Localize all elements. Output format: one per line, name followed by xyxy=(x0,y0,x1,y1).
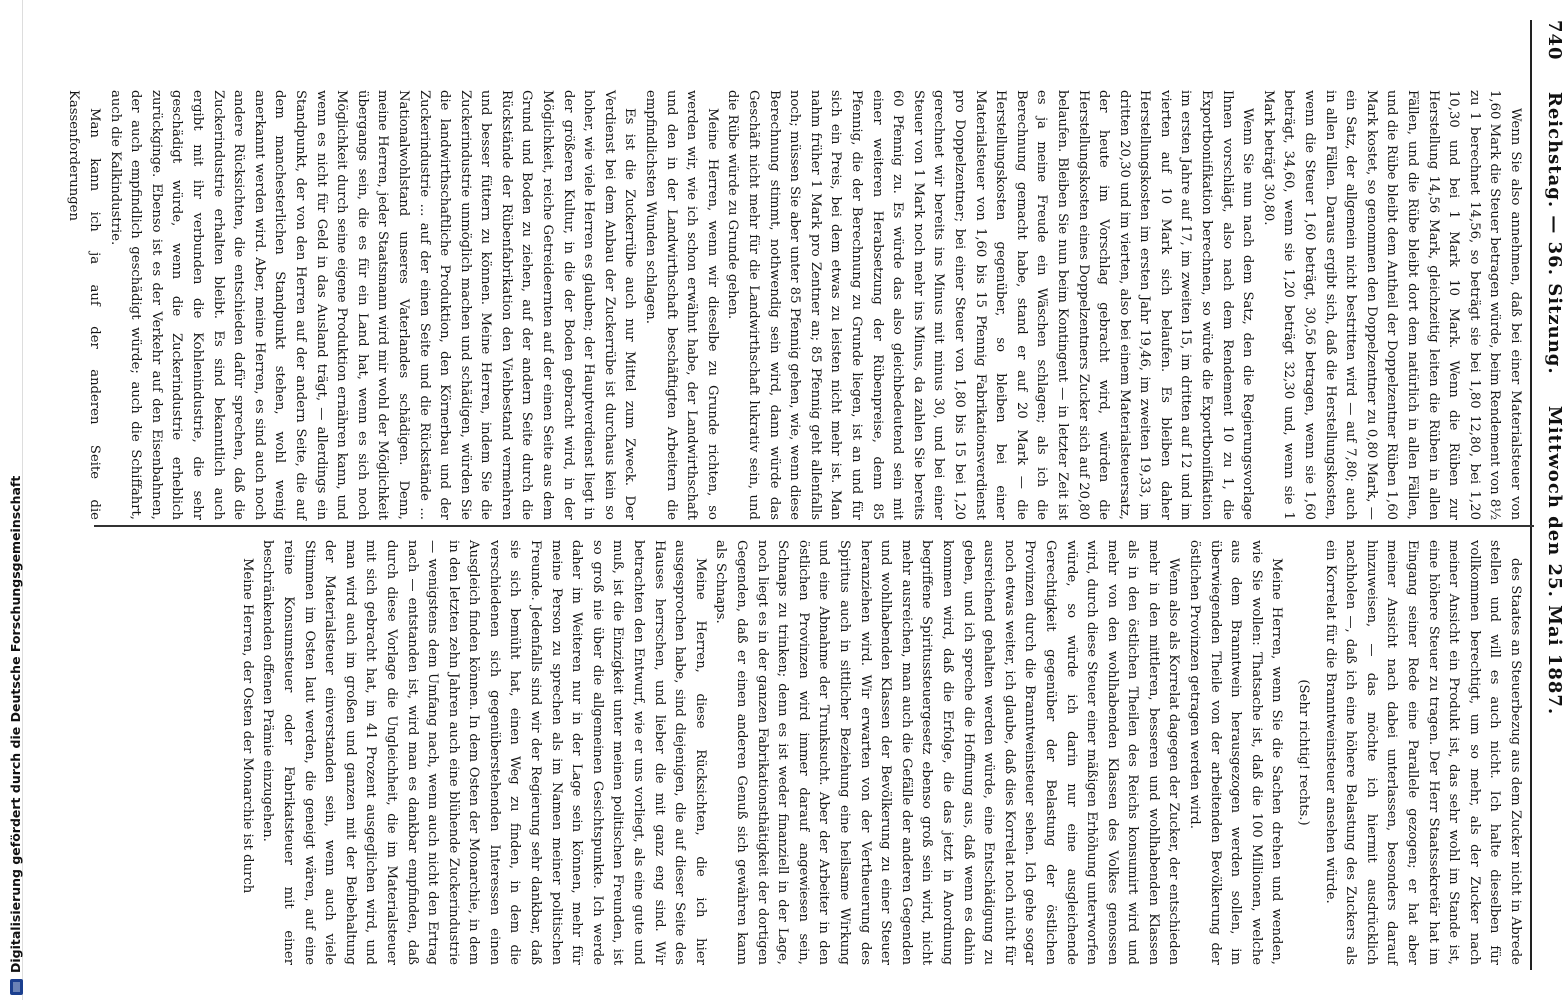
paragraph: Man kann ich ja auf der anderen Seite die Kassenforderungen xyxy=(66,90,103,520)
paragraph: des Staates an Steuerbezug aus dem Zucker nicht in Abrede stellen und will es auch nicht. Ich halte dieselben für vollkommen berechtigt, um so mehr, als der Zucker nach meiner Ansicht ein Produkt ist, das sehr wohl im Stande ist, eine höhere Steuer zu tragen. Der Herr Staatssekretär hat im Eingang seiner Rede eine Parallele gezogen; er hat aber meiner Ansicht nach dabei unterlassen, besonders darauf hinzuweisen, — das möchte ich hiermit ausdrücklich nachholen —, daß ich eine höhere Belastung des Zuckers als ein Korrelat für die Branntweinsteuer ansehen würde. xyxy=(1322,540,1523,965)
paragraph: Meine Herren, diese Rücksichten, die ich hier ausgesprochen habe, sind diejenigen, die auf dieser Seite des Hauses herrschen, und lieber die mit ganz eng sind. Wir betrachten den Entwurf, wie er uns vorliegt, als eine gute und muß, ist die Einzigkeit unter meinen politischen Freunden, ist so groß nie über die allgemeinen Gesichtspunkte. Ich werde daher im Weiteren nur in der Lage sein können, mehr für meine Person zu sprechen als im Namen meiner politischen Freunde. Jedenfalls sind wir der Regierung sehr dankbar, daß sie sich bemüht hat, einen Weg zu finden, in dem die verschiedenen sich gegenüberstehenden Interessen einen Ausgleich finden können. In dem Osten der Monarchie, in dem in den letzten zehn Jahren auch eine blühende Zuckerindustrie — wenigstens dem Umfang nach, wenn auch nicht den Ertrag nach — entstanden ist, wird man es dankbar empfinden, daß durch diese Vorlage die Ungleichheit, die im Materialsteuer mit sich gebracht hat, im 41 Prozent ausgeglichen wird, und man wird auch im großen und ganzen mit der Beibehaltung der Materialsteuer einverstanden sein, wenn auch viele Stimmen im Osten laut werden, die geneigt wären, auf eine reine Konsumsteuer oder Fabrikatsteuer mit einer beschränkenden offenen Prämie einzugehen. xyxy=(260,540,708,965)
header-rule xyxy=(1530,20,1532,970)
paragraph: Wenn Sie also annehmen, daß bei einer Materialsteuer von 1,60 Mark die Steuer betragen würde, beim Rendement von 8½ zu 1 berechnet 14,56, so beträgt sie bei 1,80 12,80, bei 1,20 10,30 und bei 1 Mark 10 Mark. Wenn die Rüben zur Herstellung 14,56 Mark, gleichzeitig leiten die Rüben in allen Fällen, und die Rübe bleibt dort dem natürlich in allen Fällen, und die Rübe bleibt dem Antheil der Doppelzentner Rüben 1,60 Mark kostet, so genommen den Doppelzentner zu 0,80 Mark, — ein Satz, der allgemein nicht bestritten wird — auf 7,80; auch in allen Fällen. Daraus ergibt sich, daß die Herstellungskosten, wenn die Steuer 1,60 beträgt, 30,56 betragen, wenn sie 1,60 beträgt, 34,60, wenn sie 1,20 beträgt 32,30 und, wenn sie 1 Mark beträgt 30,80. xyxy=(1260,90,1523,520)
digitization-credit xyxy=(8,5,23,995)
text-column-1 xyxy=(63,90,1525,520)
paragraph: Es ist die Zuckerrübe auch nur Mittel zum Zweck. Der Verdienst bei dem Anbau der Zuckerrübe ist durchaus kein so hoher, wie viele Herren es glauben; der Hauptverdienst liegt in der größeren Kultur, in die der Boden gebracht wird, in der Möglichkeit, reiche Getreideernten auf der einen Seite aus dem Grund und Boden zu ziehen, auf der andern Seite durch die Rückstände der Rübenfabrikation den Viehbestand vermehren und besser füttern zu können. Meine Herren, indem Sie die Zuckerindustrie unmöglich machen und schädigen, würden Sie die landwirthschaftliche Produktion, den Körnerbau und der Zuckerindustrie ... auf der einen Seite und die Rückstände ... Nationalwohlstand unseres Vaterlandes schädigen. Denn, meine Herren, jeder Staatsmann wird mir wohl der Möglichkeit übergangs sein, die es für ein Land hat, wenn es sich noch Möglichkeit durch seine eigene Produktion ernähren kann, und wenn es nicht für Geld in das Ausland trägt, — allerdings ein Standpunkt, der von den Herren auf der andern Seite, die auf dem manchesterlichen Standpunkt stehen, wohl wenig anerkannt werden wird. Aber, meine Herren, es sind auch noch andere Rücksichten, die entschieden dafür sprechen, daß die Zuckerindustrie erhalten bleibt. Es sind bekanntlich auch ergibt mit ihr verbunden die Kohlenindustrie, die sehr geschädigt würde, wenn die Zuckerindustrie erheblich zurückginge. Ebenso ist es der Verkehr auf den Eisenbahnen, der auch empfindlich geschädigt würde; auch die Schiffahrt, auch die Kalkindustrie. xyxy=(107,90,638,520)
paragraph: Wenn Sie nun nach dem Satz, den die Regierungsvorlage Ihnen vorschlägt, also nach dem Rendement 10 zu 1, die Exportbonifikation berechnen, so würde die Exportbonifikation im ersten Jahre auf 17, im zweiten 15, im dritten auf 12 und im vierten auf 10 Mark sich belaufen. Es bleiben daher Herstellungskosten im ersten Jahr 19,46, im zweiten 19,33, im dritten 20,30 und im vierten, also bei einem Materialsteuersatz, der heute im Vorschlag gebracht wird, würden die Herstellungskosten eines Doppelzentners Zucker sich auf 20,80 belaufen. Bleiben Sie nun beim Kontingent — in letzter Zeit ist es ja meine Freude ein Wäschen schlagen; als ich die Berechnung gemacht habe, stand er auf 20 Mark — die Herstellungskosten gegenüber, so bleiben bei einer Materialsteuer von 1,60 bis 15 Pfennig Fabrikationsverdienst pro Doppelzentner; bei einer Steuer von 1,80 bis 15 bei 1,20 gerechnet wir bereits ins Minus mit minus 30, und bei einer Steuer von 1 Mark noch mehr ins Minus, da zahlen Sie bereits 60 Pfennig zu. Es würde das also gleichbedeutend sein mit einer weiteren Herabsetzung der Rübenpreise, denn 85 Pfennig, die der Berechnung zu Grunde liegen, ist an und für sich ein Preis, bei dem etwas zu leisten nicht mehr ist. Man nahm früher 1 Mark pro Zentner an; 85 Pfennig geht allenfalls noch; müssen Sie aber unter 85 Pfennig gehen, wie, wenn diese Berechnung stimmt, nothwendig sein wird, dann würde das Geschäft nicht mehr für die Landwirthschaft lukrativ sein, und die Rübe würde zu Grunde gehen. xyxy=(725,90,1256,520)
column-rule xyxy=(94,525,1534,527)
paragraph: Wenn also als Korrelat dagegen der Zucker, der entschieden mehr in den mittleren, besseren und wohlhabenden Klassen als in den östlichen Theilen des Reichs konsumirt wird und mehr von den wohlhabenden Klassen des Volkes genossen wird, durch diese Steuer einer mäßigen Erhöhung unterworfen würde, so würde ich darin nur eine ausgleichende Gerechtigkeit gegenüber der Belastung der östlichen Provinzen durch die Branntweinsteuer sehen. Ich gehe sogar noch etwas weiter, ich glaube, daß dies Korrelat noch nicht für ausreichend gehalten werden würde, eine Entschädigung zu geben, und ich spreche die Hoffnung aus, daß wenn es dahin kommen wird, daß die Erfolge, die das jetzt in Anordnung begriffene Spiritussteuergesetz ebenso groß sein wird, nicht mehr ausreichen, man auch die Gefälle der anderen Gegenden und wohlhabenden Klassen der Bevölkerung zu einer Steuer heranziehen wird. Wir erwarten von der Vertheuerung des Spiritus auch in sittlicher Beziehung eine heilsame Wirkung und eine Abnahme der Trunksucht. Aber der Arbeiter in den östlichen Provinzen wird immer darauf angewiesen sein, Schnaps zu trinken; denn es ist weder finanziell in der Lage, noch liegt es in der ganzen Fabrikationsthätigkeit der dortigen Gegenden, daß er einen anderen Genuß sich gewähren kann als Schnaps. xyxy=(713,540,1182,965)
dfg-logo-icon xyxy=(10,979,23,995)
paragraph: Meine Herren, wenn Sie die Sachen drehen und wenden, wie Sie wollen: Thatsache ist, daß die 100 Millionen, welche aus dem Branntwein herausgezogen werden sollen, im überwiegenden Theile von der arbeitenden Bevölkerung der östlichen Provinzen getragen werden wird. xyxy=(1187,540,1285,965)
paragraph: Meine Herren, wenn wir dieselbe zu Grunde richten, so werden wir, wie ich schon erwähnt habe, der Landwirthschaft und den in der Landwirthschaft beschäftigten Arbeitern die empfindlichsten Wunden schlagen. xyxy=(643,90,720,520)
page-number: 740 xyxy=(1544,20,1565,61)
header-right-text: Mittwoch den 25. Mai 1887. xyxy=(1544,405,1565,716)
paragraph: Meine Herren, der Osten der Monarchie ist durch xyxy=(239,558,255,894)
interjection: (Sehr richtig! rechts.) xyxy=(1296,679,1312,826)
text-column-2 xyxy=(236,540,1525,965)
credit-text: Digitalisierung gefördert durch die Deutsche Forschungsgemeinschaft xyxy=(8,475,23,973)
header-left-text: Reichstag. — 36. Sitzung. xyxy=(1544,91,1565,375)
